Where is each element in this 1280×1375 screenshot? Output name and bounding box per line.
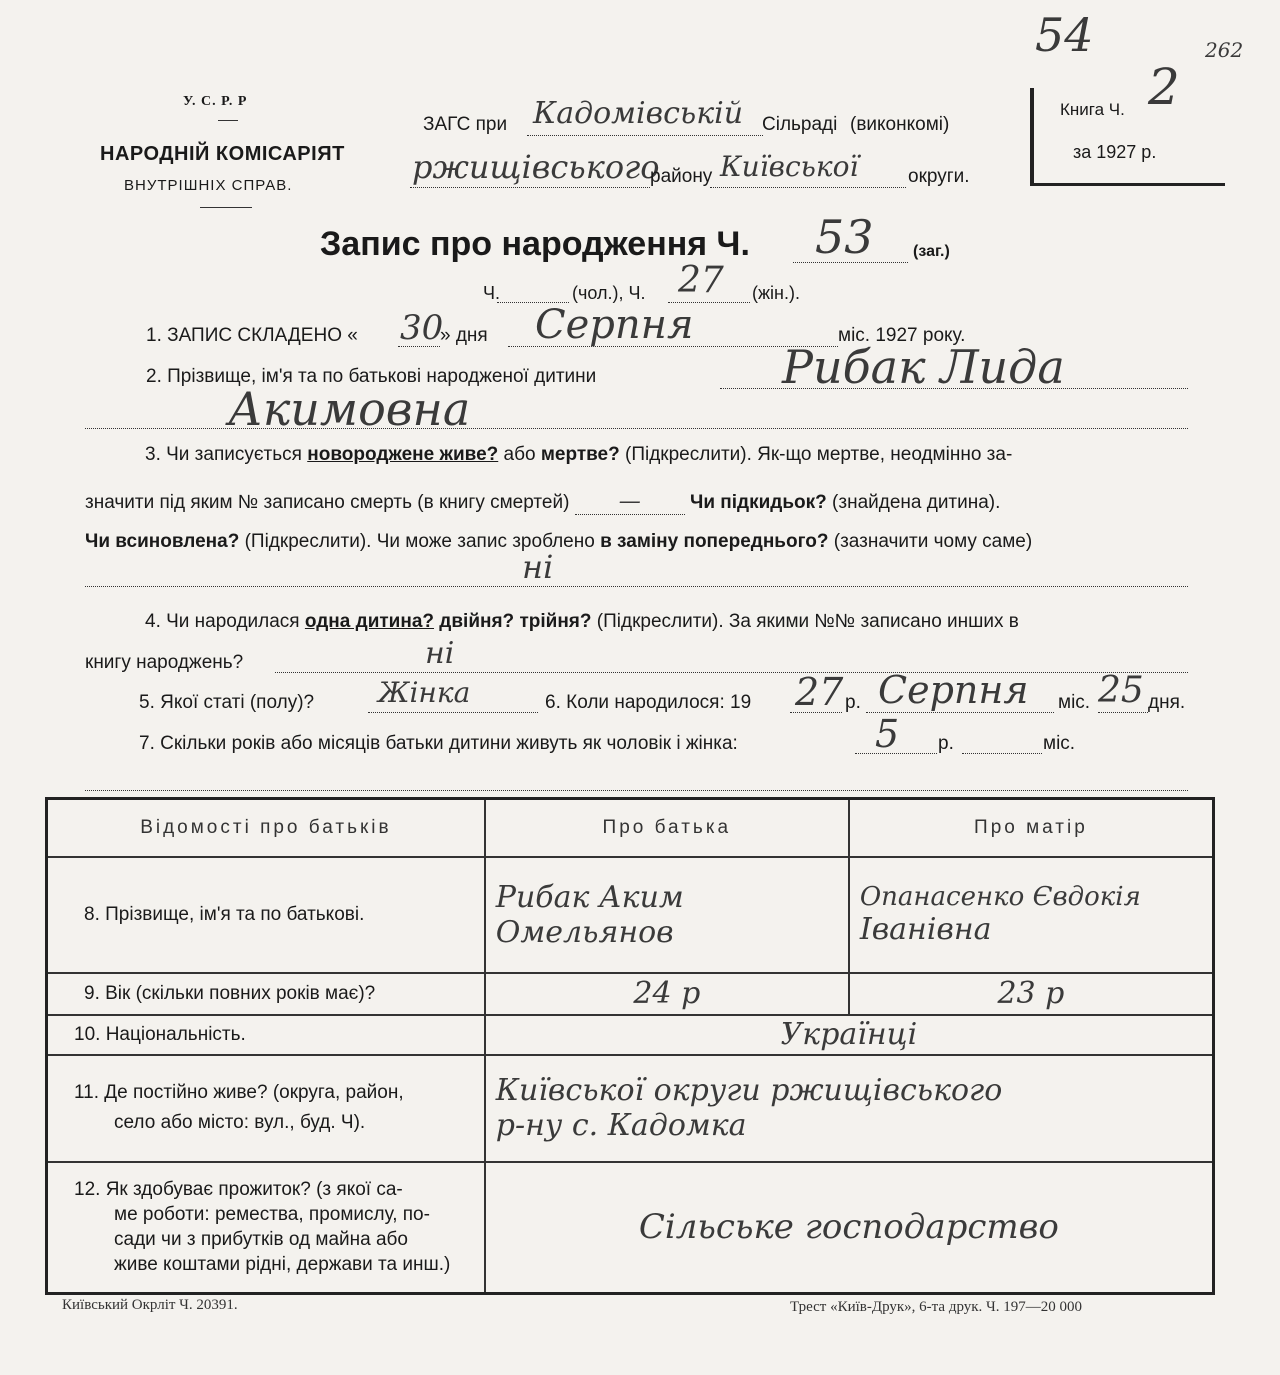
- field3-replacement: в заміну попереднього?: [600, 531, 829, 552]
- field3-adopted: Чи всиновлена?: [85, 531, 240, 552]
- header-info: Відомості про батьків: [47, 799, 485, 857]
- field7-label: 7. Скільки років або місяців батьки дитини живуть як чоловік і жінка:: [139, 733, 738, 754]
- field3-answer-line: [85, 586, 1188, 587]
- archive-file-number: 54: [1035, 8, 1094, 62]
- footer-right: Трест «Київ-Друк», 6-та друк. Ч. 197—20 000: [790, 1299, 1083, 1315]
- field4-a: 4. Чи народилася: [145, 611, 300, 632]
- field2-value-a: Рибак Лида: [782, 340, 1065, 394]
- field3-alive: новороджене живе?: [307, 444, 499, 465]
- field3-foundling: Чи підкидьок?: [689, 492, 827, 513]
- table-row: [47, 857, 1214, 973]
- book-box-bottom-border: [1030, 183, 1225, 186]
- row10-label: 10. Національність.: [47, 1015, 485, 1055]
- field7-r: р.: [938, 733, 954, 754]
- row12-label: [47, 1162, 485, 1294]
- book-label: Книга Ч.: [1060, 100, 1125, 119]
- row11-value-b: р-ну с. Кадомка: [495, 1108, 747, 1143]
- field4-answer-line: [275, 672, 1188, 673]
- table-row: [47, 1055, 1214, 1162]
- field3-line2c: (знайдена дитина).: [832, 492, 1001, 513]
- header-father: Про батька: [485, 799, 849, 857]
- row12-label-a: 12. Як здобуває прожиток? (з якої са-: [74, 1179, 403, 1201]
- field3-line3b: (Підкреслити). Чи може запис зроблено: [244, 531, 595, 552]
- header-mother: Про матір: [849, 799, 1214, 857]
- row12-label-b: ме роботи: ремества, промислу, по-: [114, 1204, 430, 1226]
- row11-value: [485, 1055, 1214, 1162]
- usrr-label: У. С. Р. Р: [183, 94, 248, 109]
- field4-twins: двійня?: [439, 611, 515, 632]
- field7-years: 5: [875, 712, 900, 756]
- count-ch-label: Ч.: [483, 283, 500, 303]
- field4-line1: [145, 611, 1190, 633]
- row8-father-b: Омельянов: [495, 914, 674, 950]
- table-row: [47, 1015, 1214, 1055]
- zags-prefix: ЗАГС при: [423, 114, 508, 135]
- field3-a: 3. Чи записується: [145, 444, 302, 465]
- record-number: 53: [815, 210, 874, 264]
- field3-death-no: —: [575, 489, 685, 515]
- district-line: [410, 187, 650, 188]
- field6-day-line: [1098, 712, 1148, 713]
- row11-label-a: 11. Де постійно живе? (округа, район,: [74, 1082, 404, 1103]
- book-box-left-border: [1030, 88, 1034, 185]
- field3-e: (Підкреслити). Як-що мертве, неодмінно за-: [625, 444, 1013, 465]
- field3-line3d: (зазначити чому саме): [833, 531, 1033, 552]
- field3-line2: [85, 489, 1190, 515]
- okrug-value: Київської: [720, 150, 859, 183]
- row9-label: 9. Вік (скільки повних років має)?: [47, 973, 485, 1015]
- table-row: [47, 1162, 1214, 1294]
- divider: [218, 120, 238, 121]
- commissariat-title: НАРОДНІЙ КОМІСАРІЯТ: [100, 143, 345, 165]
- department-label: ВНУТРІШНІХ СПРАВ.: [124, 177, 293, 194]
- field4-e: (Підкреслити). За якими №№ записано инших в: [596, 611, 1019, 632]
- parents-table: [45, 797, 1215, 1295]
- field6-year: 27: [795, 670, 844, 714]
- field3-line1: [145, 444, 1190, 466]
- field5-label: 5. Якої статі (полу)?: [139, 692, 315, 713]
- row12-value-text: Сільське господарство: [638, 1207, 1059, 1248]
- row9-mother: [849, 973, 1214, 1015]
- zags-village-line: [527, 135, 763, 136]
- row9-father: [485, 973, 849, 1015]
- district-value: ржищівського: [412, 148, 660, 186]
- record-suffix: (заг.): [913, 243, 950, 260]
- field6-r: р.: [845, 692, 861, 713]
- field3-line3: [85, 531, 1190, 553]
- row11-value-a: Київської округи ржищівського: [495, 1073, 1003, 1108]
- row8-mother-a: Опанасенко Євдокія: [859, 882, 1141, 912]
- field7-mis: міс.: [1043, 733, 1076, 754]
- field7-extra-line: [85, 790, 1188, 791]
- field5-value: Жінка: [378, 676, 471, 709]
- row8-mother-b: Іванівна: [859, 912, 992, 947]
- field6-month: Серпня: [878, 668, 1029, 712]
- field7-months-line: [962, 753, 1042, 754]
- field1-day-suffix: » дня: [440, 325, 488, 346]
- field5-line: [368, 712, 538, 713]
- row9-father-value: 24 р: [633, 976, 701, 1011]
- field1-year: міс. 1927 року.: [838, 325, 966, 346]
- field4-single: одна дитина?: [304, 611, 435, 632]
- table-header-row: [47, 799, 1214, 857]
- row12-value: [485, 1162, 1214, 1294]
- field2-label: 2. Прізвище, ім'я та по батькові народженої дитини: [146, 366, 597, 387]
- field3-answer: ні: [522, 548, 554, 586]
- female-count-value: 27: [678, 260, 724, 301]
- field4-line2: книгу народжень?: [85, 652, 244, 673]
- selradi-label: Сільраді: [762, 114, 838, 135]
- archive-page-number: 262: [1205, 38, 1244, 62]
- row10-value: [485, 1015, 1214, 1055]
- field6-label: 6. Коли народилося: 19: [545, 692, 752, 713]
- zags-village-value: Кадомівській: [533, 96, 744, 131]
- row11-label: [47, 1055, 485, 1162]
- row8-father-a: Рибак Аким: [495, 879, 684, 915]
- row8-father: [485, 857, 849, 973]
- field3-line2a: значити під яким № записано смерть (в книгу смертей): [85, 492, 570, 513]
- vykonkom-label: (виконкомі): [850, 114, 950, 135]
- row8-mother: [849, 857, 1214, 973]
- row9-mother-value: 23 р: [997, 976, 1065, 1011]
- footer-left: Київський Окрліт Ч. 20391.: [62, 1297, 238, 1313]
- rayon-label: району: [650, 166, 713, 187]
- field1-day: 30: [400, 308, 444, 348]
- field2-value-b: Акимовна: [228, 382, 471, 436]
- field3-dead: мертве?: [540, 444, 620, 465]
- row12-label-c: сади чи з прибутків од майна або: [114, 1229, 408, 1251]
- field6-mis: міс.: [1058, 692, 1091, 713]
- field6-day: 25: [1098, 670, 1144, 711]
- table-row: [47, 973, 1214, 1015]
- field3-or: або: [503, 444, 536, 465]
- field1-label: 1. ЗАПИС СКЛАДЕНО «: [146, 325, 358, 346]
- archive-sheet-number: 2: [1148, 58, 1180, 116]
- field4-answer: ні: [425, 636, 455, 671]
- field6-dnya: дня.: [1148, 692, 1186, 713]
- divider: [200, 207, 252, 208]
- book-year: за 1927 р.: [1073, 142, 1157, 162]
- okrug-line: [710, 187, 906, 188]
- row12-label-d: живе коштами рідні, держави та инш.): [114, 1254, 451, 1276]
- field1-month: Серпня: [535, 302, 694, 348]
- row10-value-text: Українці: [780, 1017, 918, 1052]
- okrugy-label: округи.: [908, 166, 970, 187]
- male-count-label: (чол.), Ч.: [572, 283, 646, 303]
- record-title: Запис про народження Ч.: [320, 225, 750, 263]
- row8-label: 8. Прізвище, ім'я та по батькові.: [47, 857, 485, 973]
- female-count-label: (жін.).: [752, 283, 800, 303]
- row11-label-b: село або місто: вул., буд. Ч).: [114, 1112, 366, 1133]
- field4-triplets: трійня?: [519, 611, 592, 632]
